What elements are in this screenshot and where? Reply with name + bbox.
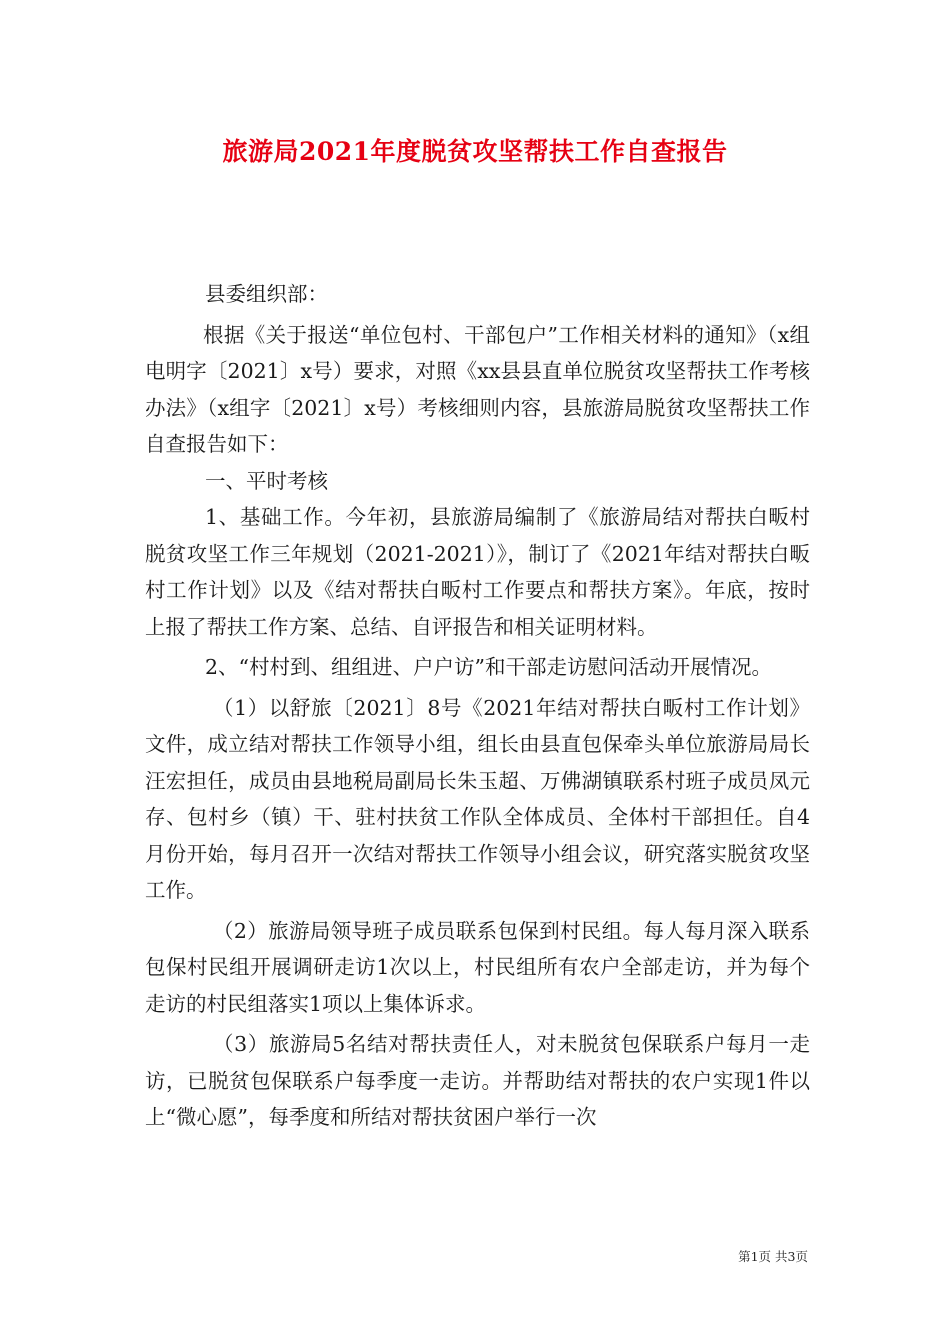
paragraph-item-2: （2）旅游局领导班子成员联系包保到村民组。每人每月深入联系包保村民组开展调研走访1次以上，村民组所有农户全部走访，并为每个走访的村民组落实1项以上集体诉求。 bbox=[145, 918, 810, 1016]
paragraph-basic-work: 1、基础工作。今年初，县旅游局编制了《旅游局结对帮扶白畈村脱贫攻坚工作三年规划（2021-2021）》，制订了《2021年结对帮扶白畈村工作计划》以及《结对帮扶白畈村工作要点和帮扶方案》。年底，按时上报了帮扶工作方案、总结、自评报告和相关证明材料。 bbox=[145, 505, 810, 639]
page-number-footer: 第1页 共3页 bbox=[738, 1249, 808, 1264]
document-body bbox=[145, 276, 810, 1136]
paragraph-item-3: （3）旅游局5名结对帮扶责任人，对未脱贫包保联系户每月一走访，已脱贫包保联系户每季度一走访。并帮助结对帮扶的农户实现1件以上“微心愿”，每季度和所结对帮扶贫困户举行一次 bbox=[145, 1032, 810, 1129]
paragraph-item-1: （1）以舒旅〔2021〕8号《2021年结对帮扶白畈村工作计划》文件，成立结对帮扶工作领导小组，组长由县直包保牵头单位旅游局局长汪宏担任，成员由县地税局副局长朱玉超、万佛湖镇联系村班子成员凤元存、包村乡（镇）干、驻村扶贫工作队全体成员、全体村干部担任。自4月份开始，每月召开一次结对帮扶工作领导小组会议，研究落实脱贫攻坚工作。 bbox=[145, 695, 810, 902]
salutation: 县委组织部： bbox=[205, 282, 328, 306]
section-heading-regular-assessment: 一、平时考核 bbox=[205, 468, 328, 493]
paragraph-visit-activities: 2、“村村到、组组进、户户访”和干部走访慰问活动开展情况。 bbox=[205, 655, 773, 679]
paragraph-intro: 根据《关于报送“单位包村、干部包户”工作相关材料的通知》（x组电明字〔2021〕x号）要求，对照《xx县县直单位脱贫攻坚帮扶工作考核办法》（x组字〔2021〕x号）考核细则内容，县旅游局脱贫攻坚帮扶工作自查报告如下： bbox=[145, 322, 810, 456]
document-title: 旅游局2021年度脱贫攻坚帮扶工作自查报告 bbox=[222, 137, 728, 166]
